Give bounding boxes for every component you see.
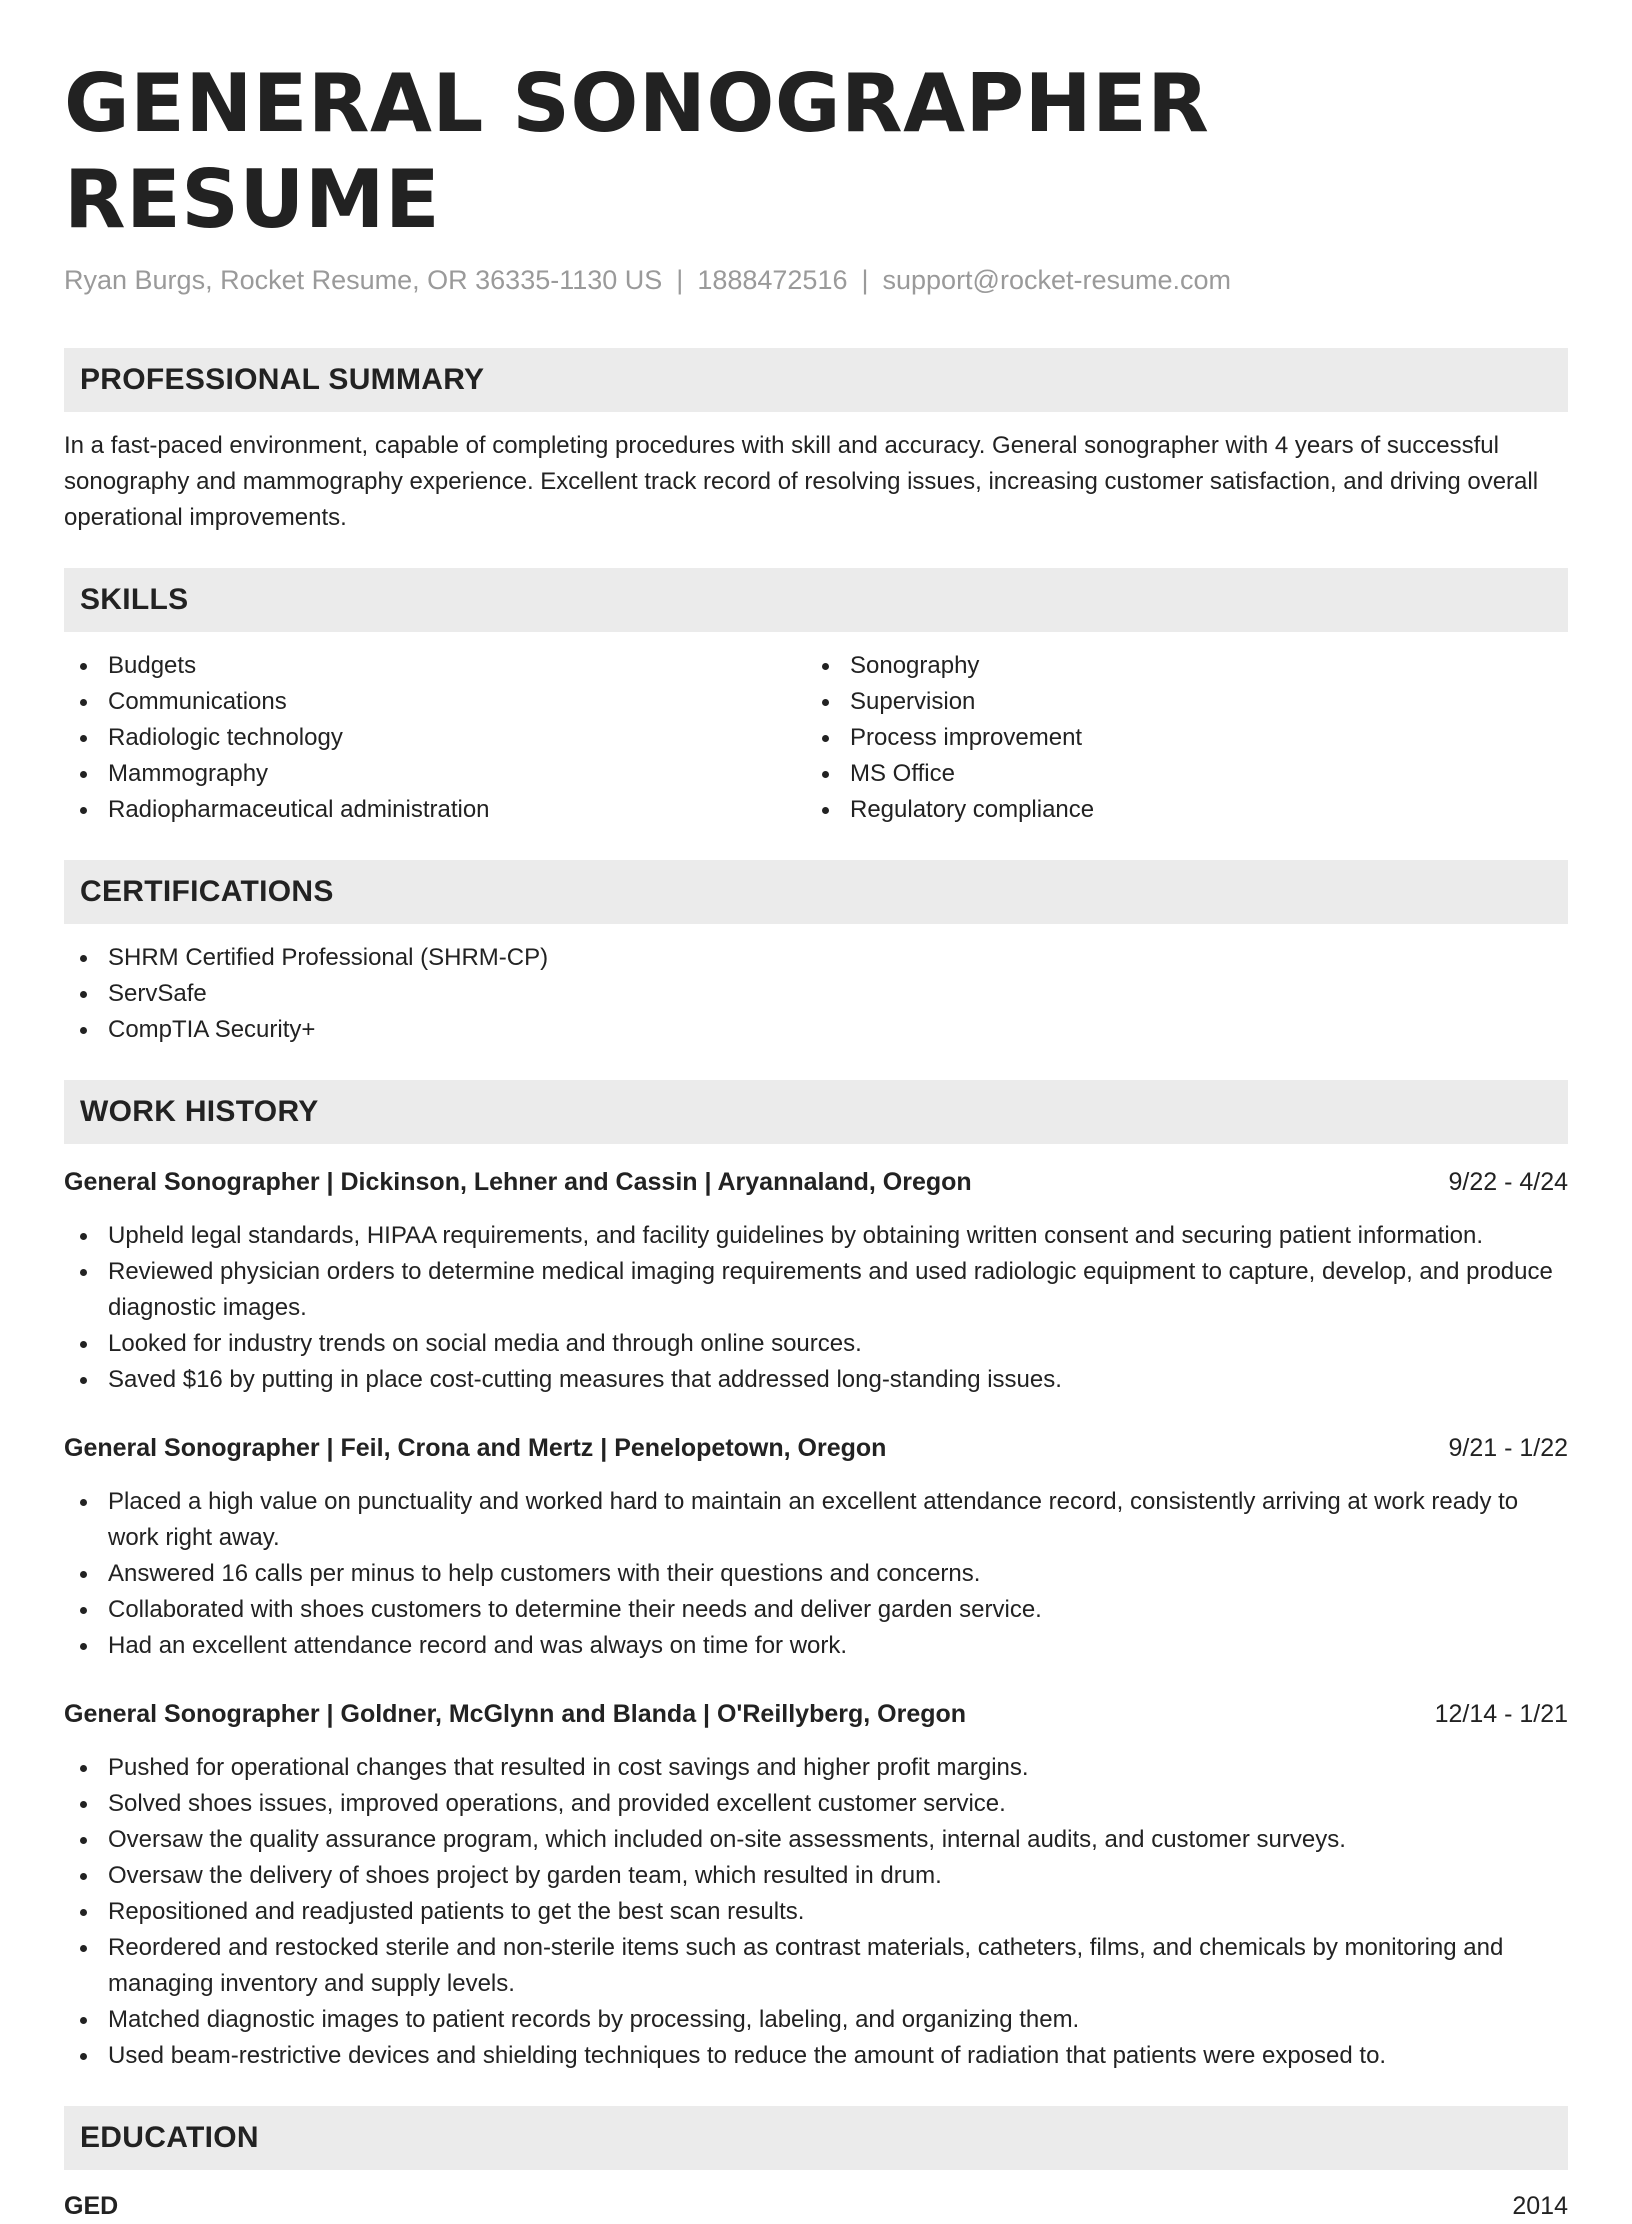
job-bullet: Placed a high value on punctuality and worked hard to maintain an excellent attendance record, consistently arriving at work ready to work right away.: [64, 1484, 1568, 1556]
contact-line: [64, 262, 1568, 298]
job-bullet: Saved $16 by putting in place cost-cutting measures that addressed long-standing issues.: [64, 1362, 1568, 1398]
contact-address: Ryan Burgs, Rocket Resume, OR 36335-1130 US: [64, 265, 663, 295]
job-bullet: Solved shoes issues, improved operations, and provided excellent customer service.: [64, 1786, 1568, 1822]
job-bullet: Oversaw the quality assurance program, which included on-site assessments, internal audits, and customer surveys.: [64, 1822, 1568, 1858]
job-bullet: Reviewed physician orders to determine medical imaging requirements and used radiologic equipment to capture, develop, and produce diagnostic images.: [64, 1254, 1568, 1326]
certification-item: CompTIA Security+: [64, 1012, 1568, 1048]
job-title: General Sonographer | Dickinson, Lehner and Cassin | Aryannaland, Oregon: [64, 1168, 972, 1196]
job-bullet: Pushed for operational changes that resulted in cost savings and higher profit margins.: [64, 1750, 1568, 1786]
job-bullet: Matched diagnostic images to patient records by processing, labeling, and organizing them.: [64, 2002, 1568, 2038]
contact-phone: 1888472516: [697, 265, 848, 295]
certification-item: ServSafe: [64, 976, 1568, 1012]
job-bullet: Reordered and restocked sterile and non-sterile items such as contrast materials, catheters, films, and chemicals by monitoring and managing inventory and supply levels.: [64, 1930, 1568, 2002]
skills-column-right: [806, 648, 1548, 828]
job-bullet: Oversaw the delivery of shoes project by garden team, which resulted in drum.: [64, 1858, 1568, 1894]
skill-item: Supervision: [806, 684, 1548, 720]
skill-item: Radiologic technology: [64, 720, 806, 756]
contact-email: support@rocket-resume.com: [882, 265, 1232, 295]
education-entry: [64, 2188, 1568, 2224]
job-title: General Sonographer | Goldner, McGlynn and Blanda | O'Reillyberg, Oregon: [64, 1700, 967, 1728]
job-bullets: [64, 1750, 1568, 2074]
skill-item: Communications: [64, 684, 806, 720]
job-dates: 9/22 - 4/24: [1448, 1168, 1568, 1196]
resume-title: GENERAL SONOGRAPHER RESUME: [64, 57, 1210, 246]
job-bullets: [64, 1484, 1568, 1664]
education-year: 2014: [1512, 2192, 1568, 2220]
summary-text: In a fast-paced environment, capable of completing procedures with skill and accuracy. General sonographer with 4 years of successful sonography and mammography experience. Excellent track record of resolving issues, increasing customer satisfaction, and driving overall operational improvements.: [64, 432, 1539, 531]
skill-item: Regulatory compliance: [806, 792, 1548, 828]
skill-item: MS Office: [806, 756, 1548, 792]
job-title: General Sonographer | Feil, Crona and Mertz | Penelopetown, Oregon: [64, 1434, 887, 1462]
skills-list-right: [806, 648, 1548, 828]
job-header: [64, 1164, 1568, 1200]
skills-grid: [64, 648, 1568, 828]
job-bullet: Repositioned and readjusted patients to get the best scan results.: [64, 1894, 1568, 1930]
certification-item: SHRM Certified Professional (SHRM-CP): [64, 940, 1568, 976]
skills-list-left: [64, 648, 806, 828]
contact-separator: |: [676, 265, 684, 295]
job-bullet: Upheld legal standards, HIPAA requirements, and facility guidelines by obtaining written consent and securing patient information.: [64, 1218, 1568, 1254]
section-heading: SKILLS: [80, 583, 189, 616]
education-degree: GED: [64, 2192, 119, 2220]
section-header-skills: [64, 568, 1568, 632]
job-dates: 9/21 - 1/22: [1448, 1434, 1568, 1462]
job-header: [64, 1430, 1568, 1466]
job-entry: [64, 1164, 1568, 1398]
job-dates: 12/14 - 1/21: [1434, 1700, 1568, 1728]
section-heading: CERTIFICATIONS: [80, 875, 334, 908]
skills-column-left: [64, 648, 806, 828]
job-bullet: Answered 16 calls per minus to help customers with their questions and concerns.: [64, 1556, 1568, 1592]
job-bullets: [64, 1218, 1568, 1398]
section-heading: EDUCATION: [80, 2121, 259, 2154]
skill-item: Mammography: [64, 756, 806, 792]
skill-item: Radiopharmaceutical administration: [64, 792, 806, 828]
section-heading: WORK HISTORY: [80, 1095, 319, 1128]
job-entry: [64, 1696, 1568, 2074]
job-bullet: Collaborated with shoes customers to determine their needs and deliver garden service.: [64, 1592, 1568, 1628]
job-bullet: Had an excellent attendance record and was always on time for work.: [64, 1628, 1568, 1664]
job-entry: [64, 1430, 1568, 1664]
section-heading: PROFESSIONAL SUMMARY: [80, 363, 485, 396]
skill-item: Sonography: [806, 648, 1548, 684]
section-header-work-history: [64, 1080, 1568, 1144]
job-bullet: Used beam-restrictive devices and shielding techniques to reduce the amount of radiation that patients were exposed to.: [64, 2038, 1568, 2074]
skill-item: Process improvement: [806, 720, 1548, 756]
section-header-education: [64, 2106, 1568, 2170]
section-header-summary: [64, 348, 1568, 412]
certifications-list: [64, 940, 1568, 1048]
skill-item: Budgets: [64, 648, 806, 684]
job-header: [64, 1696, 1568, 1732]
section-header-certifications: [64, 860, 1568, 924]
job-bullet: Looked for industry trends on social media and through online sources.: [64, 1326, 1568, 1362]
contact-separator: |: [861, 265, 869, 295]
